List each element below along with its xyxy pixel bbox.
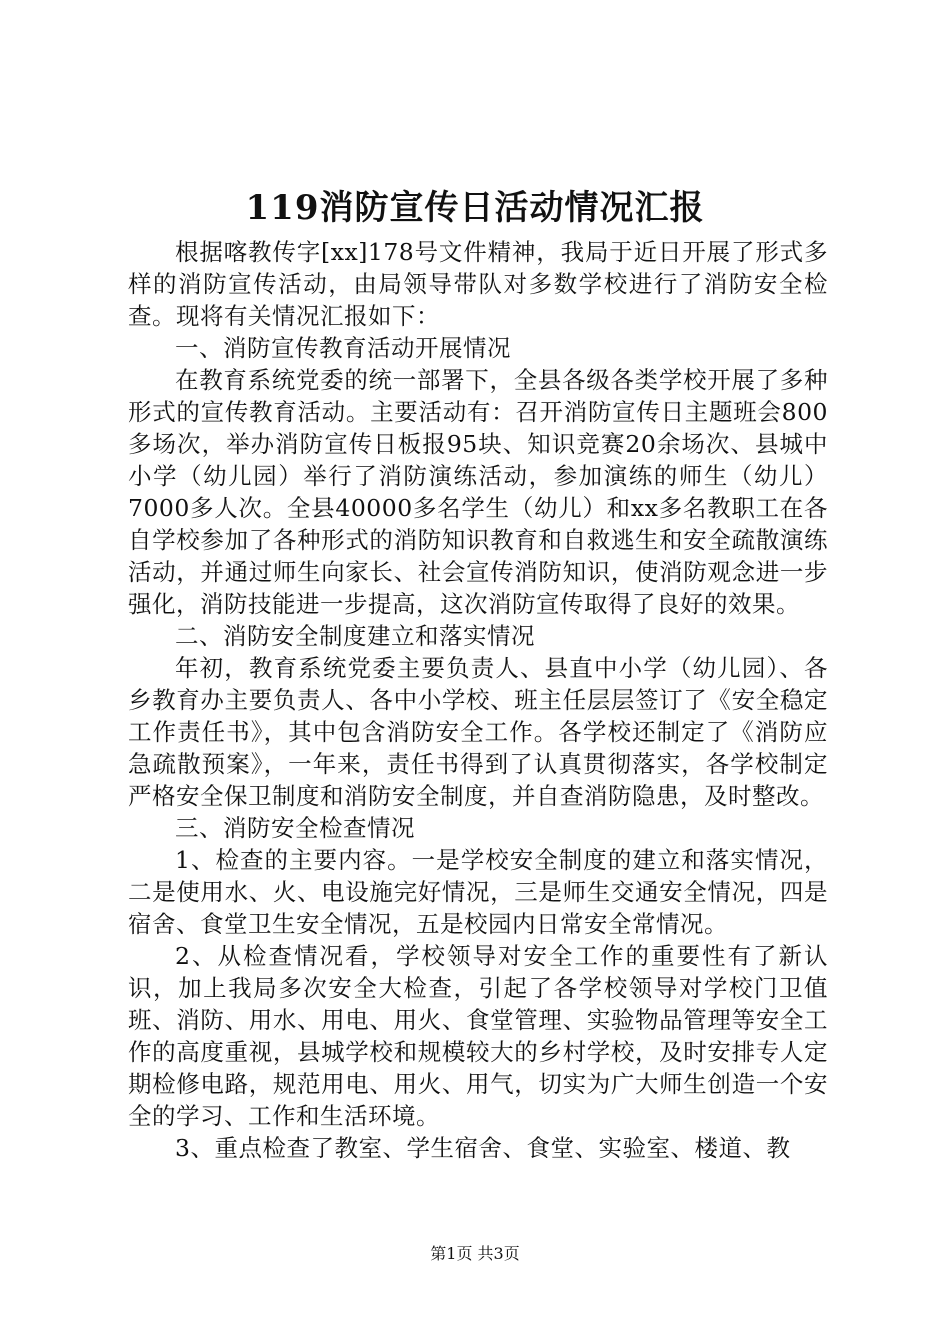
document-body	[128, 236, 828, 1164]
paragraph-item-1: 1、检查的主要内容。一是学校安全制度的建立和落实情况，二是使用水、火、电设施完好情况，三是师生交通安全情况，四是宿舍、食堂卫生安全情况，五是校园内日常安全常情况。	[128, 846, 828, 938]
paragraph-intro: 根据喀教传字[xx]178号文件精神，我局于近日开展了形式多样的消防宣传活动，由局领导带队对多数学校进行了消防安全检查。现将有关情况汇报如下：	[128, 238, 828, 330]
section-heading-2: 二、消防安全制度建立和落实情况	[175, 622, 535, 650]
paragraph-item-3: 3、重点检查了教室、学生宿舍、食堂、实验室、楼道、教	[175, 1134, 791, 1162]
paragraph-section-1: 在教育系统党委的统一部署下，全县各级各类学校开展了多种形式的宣传教育活动。主要活动有：召开消防宣传日主题班会800多场次，举办消防宣传日板报95块、知识竞赛20余场次、县城中小学（幼儿园）举行了消防演练活动，参加演练的师生（幼儿）7000多人次。全县40000多名学生（幼儿）和xx多名教职工在各自学校参加了各种形式的消防知识教育和自救逃生和安全疏散演练活动，并通过师生向家长、社会宣传消防知识，使消防观念进一步强化，消防技能进一步提高，这次消防宣传取得了良好的效果。	[128, 366, 828, 618]
section-heading-1: 一、消防宣传教育活动开展情况	[175, 334, 511, 362]
paragraph-section-2: 年初，教育系统党委主要负责人、县直中小学（幼儿园）、各乡教育办主要负责人、各中小学校、班主任层层签订了《安全稳定工作责任书》，其中包含消防安全工作。各学校还制定了《消防应急疏散预案》，一年来，责任书得到了认真贯彻落实，各学校制定严格安全保卫制度和消防安全制度，并自查消防隐患，及时整改。	[128, 654, 828, 810]
section-heading-3: 三、消防安全检查情况	[175, 814, 415, 842]
page-footer: 第1页 共3页	[430, 1244, 520, 1263]
paragraph-item-2: 2、从检查情况看，学校领导对安全工作的重要性有了新认识，加上我局多次安全大检查，引起了各学校领导对学校门卫值班、消防、用水、用电、用火、食堂管理、实验物品管理等安全工作的高度重视，县城学校和规模较大的乡村学校，及时安排专人定期检修电路，规范用电、用火、用气，切实为广大师生创造一个安全的学习、工作和生活环境。	[128, 942, 828, 1130]
document-title: 119消防宣传日活动情况汇报	[245, 188, 705, 228]
